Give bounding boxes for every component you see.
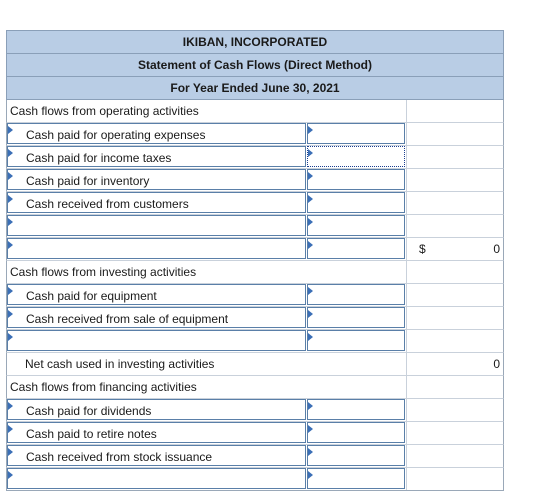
- input-marker-icon: [308, 218, 313, 226]
- company-name: IKIBAN, INCORPORATED: [6, 30, 504, 53]
- amount-input[interactable]: [307, 192, 405, 213]
- statement-period: For Year Ended June 30, 2021: [6, 76, 504, 100]
- amount-input[interactable]: [307, 399, 405, 420]
- total-cell: [406, 307, 504, 329]
- dropdown-arrow-icon: [8, 333, 13, 341]
- section-heading: Cash flows from operating activities: [10, 104, 199, 118]
- total-cell: [406, 399, 504, 421]
- amount-input[interactable]: [307, 468, 405, 489]
- statement-row: [6, 353, 504, 376]
- amount-input[interactable]: [307, 330, 405, 351]
- input-marker-icon: [308, 126, 313, 134]
- total-cell: [406, 238, 504, 260]
- account-dropdown[interactable]: Cash received from stock issuance: [7, 445, 306, 466]
- input-marker-icon: [308, 195, 313, 203]
- section-heading: Cash flows from financing activities: [10, 380, 197, 394]
- account-dropdown[interactable]: [7, 215, 306, 236]
- statement-row: [6, 169, 504, 192]
- dropdown-arrow-icon: [8, 471, 13, 479]
- input-marker-icon: [308, 425, 313, 433]
- statement-row: [6, 284, 504, 307]
- statement-row: [6, 261, 504, 284]
- statement-row: [6, 399, 504, 422]
- statement-row: [6, 123, 504, 146]
- dropdown-arrow-icon: [8, 241, 13, 249]
- dropdown-arrow-icon: [8, 310, 13, 318]
- total-cell: [406, 422, 504, 444]
- amount-input[interactable]: [307, 445, 405, 466]
- statement-row: [6, 445, 504, 468]
- cash-flow-statement: [6, 30, 504, 491]
- statement-row: [6, 376, 504, 399]
- account-dropdown[interactable]: Cash paid for inventory: [7, 169, 306, 190]
- input-marker-icon: [308, 310, 313, 318]
- statement-row: [6, 146, 504, 169]
- dropdown-arrow-icon: [8, 448, 13, 456]
- amount-input[interactable]: [307, 146, 405, 167]
- total-cell: [406, 100, 504, 122]
- dropdown-arrow-icon: [8, 287, 13, 295]
- statement-row: [6, 238, 504, 261]
- currency-symbol: $: [419, 242, 426, 256]
- total-cell: [406, 330, 504, 352]
- input-marker-icon: [308, 149, 313, 157]
- account-dropdown[interactable]: Cash received from sale of equipment: [7, 307, 306, 328]
- account-dropdown[interactable]: Cash paid for equipment: [7, 284, 306, 305]
- total-cell: [406, 146, 504, 168]
- statement-title: Statement of Cash Flows (Direct Method): [6, 53, 504, 76]
- amount-input[interactable]: [307, 215, 405, 236]
- dropdown-arrow-icon: [8, 126, 13, 134]
- account-dropdown[interactable]: Cash paid for operating expenses: [7, 123, 306, 144]
- statement-row: [6, 422, 504, 445]
- statement-row: [6, 307, 504, 330]
- statement-row: [6, 100, 504, 123]
- account-dropdown[interactable]: [7, 330, 306, 351]
- account-dropdown[interactable]: [7, 238, 306, 259]
- amount-input[interactable]: [307, 238, 405, 259]
- account-dropdown[interactable]: Cash paid for dividends: [7, 399, 306, 420]
- total-cell: [406, 261, 504, 283]
- input-marker-icon: [308, 241, 313, 249]
- account-dropdown[interactable]: Cash received from customers: [7, 192, 306, 213]
- section-heading: Cash flows from investing activities: [10, 265, 197, 279]
- total-cell: [406, 468, 504, 490]
- amount-input[interactable]: [307, 422, 405, 443]
- amount-input[interactable]: [307, 123, 405, 144]
- total-cell: [406, 192, 504, 214]
- input-marker-icon: [308, 333, 313, 341]
- total-value: 0: [493, 357, 500, 371]
- amount-input[interactable]: [307, 284, 405, 305]
- input-marker-icon: [308, 172, 313, 180]
- total-value: 0: [493, 242, 500, 256]
- total-cell: [406, 123, 504, 145]
- total-cell: [406, 169, 504, 191]
- statement-rows: [6, 100, 504, 491]
- statement-row: [6, 215, 504, 238]
- statement-row: [6, 468, 504, 491]
- dropdown-arrow-icon: [8, 195, 13, 203]
- dropdown-arrow-icon: [8, 425, 13, 433]
- total-cell: [406, 284, 504, 306]
- subtotal-label: Net cash used in investing activities: [25, 357, 215, 371]
- input-marker-icon: [308, 402, 313, 410]
- input-marker-icon: [308, 287, 313, 295]
- total-cell: [406, 215, 504, 237]
- dropdown-arrow-icon: [8, 172, 13, 180]
- total-cell: [406, 353, 504, 375]
- input-marker-icon: [308, 471, 313, 479]
- amount-input[interactable]: [307, 307, 405, 328]
- account-dropdown[interactable]: Cash paid for income taxes: [7, 146, 306, 167]
- dropdown-arrow-icon: [8, 402, 13, 410]
- statement-row: [6, 192, 504, 215]
- dropdown-arrow-icon: [8, 218, 13, 226]
- statement-row: [6, 330, 504, 353]
- amount-input[interactable]: [307, 169, 405, 190]
- total-cell: [406, 445, 504, 467]
- account-dropdown[interactable]: [7, 468, 306, 489]
- total-cell: [406, 376, 504, 398]
- dropdown-arrow-icon: [8, 149, 13, 157]
- input-marker-icon: [308, 448, 313, 456]
- account-dropdown[interactable]: Cash paid to retire notes: [7, 422, 306, 443]
